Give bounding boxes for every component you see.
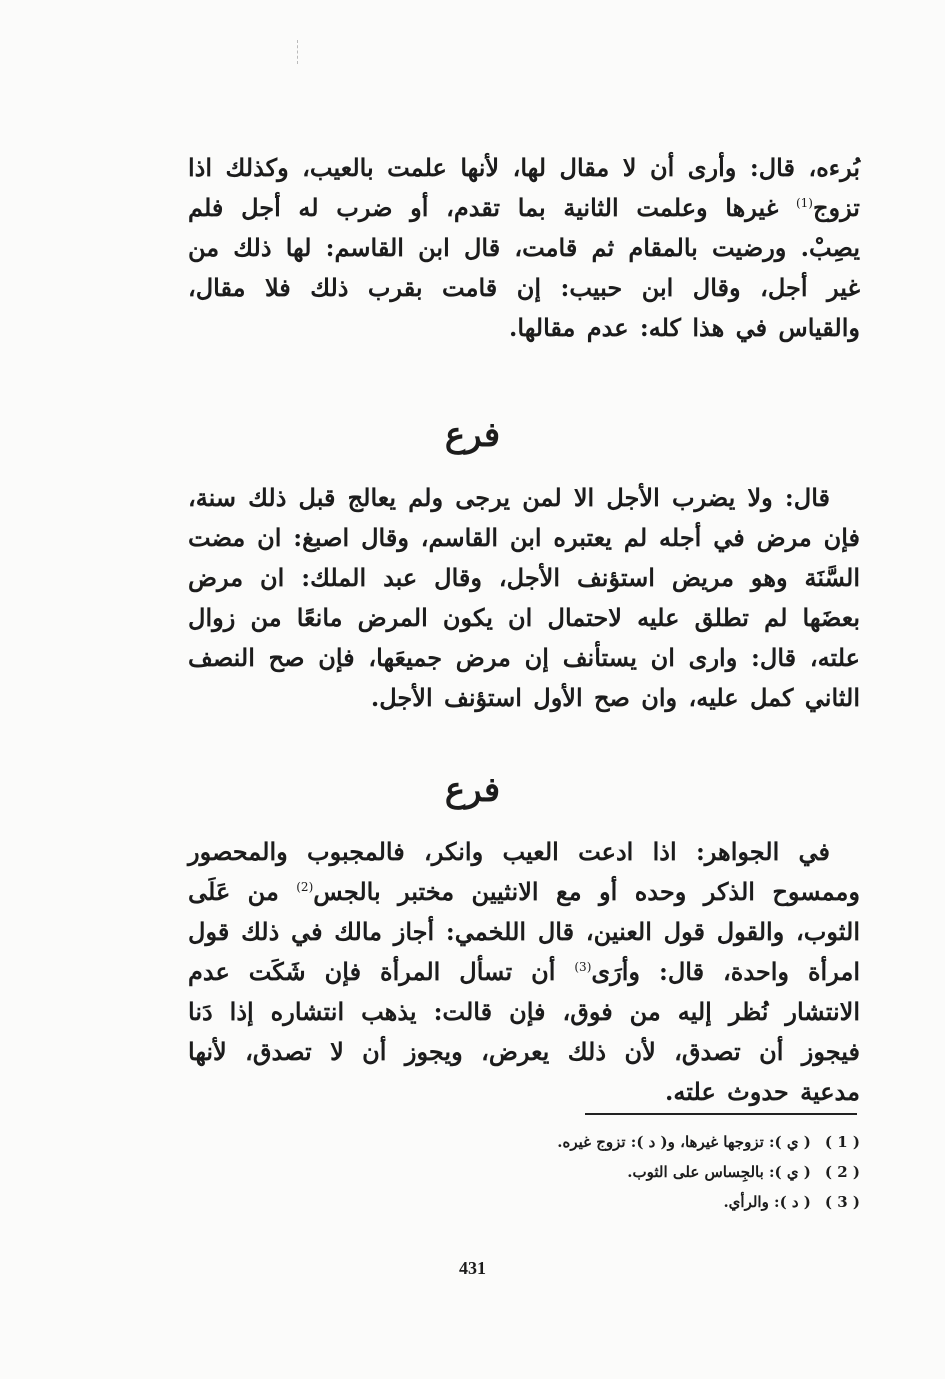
section-1-paragraph bbox=[188, 478, 860, 718]
footnote-text: ( ي ): تزوجها غيرها، و( د ): تزوج غيره. bbox=[557, 1133, 811, 1151]
intro-paragraph bbox=[188, 148, 860, 348]
footnote-item bbox=[400, 1127, 860, 1157]
footnote-divider bbox=[585, 1113, 857, 1115]
section-2-paragraph bbox=[188, 832, 860, 1112]
footnote-ref-3[interactable]: (3) bbox=[574, 960, 592, 974]
footnote-ref-2[interactable]: (2) bbox=[296, 880, 314, 894]
page-number: 431 bbox=[459, 1258, 486, 1278]
intro-text-cont: غيرها وعلمت الثانية بما تقدم، أو ضرب له أجل فلم يصِبْ. ورضيت بالمقام ثم قامت، قال ابن القاسم: لها ذلك من غير أجل، وقال ابن حبيب: إن قامت بقرب ذلك فلا مقال، والقياس في هذا كله: عدم مقالها. bbox=[188, 193, 861, 342]
footnote-number: ( 2 ) bbox=[824, 1163, 860, 1181]
section-heading-1: فرع bbox=[444, 415, 501, 455]
section-2-text-b: من عَلَى الثوب، والقول قول العنين، قال اللخمي: أجاز مالك في ذلك قول امرأة واحدة، قال: وأرَى bbox=[188, 877, 860, 986]
section-2-text-c: أن تسأل المرأة فإن شَكَت عدم الانتشار نُظر إليه من فوق، فإن قالت: يذهب انتشاره إذا دَنا فيجوز أن تصدق، لأن ذلك يعرض، ويجوز أن لا تصدق، لأنها مدعية حدوث علته. bbox=[188, 957, 860, 1106]
section-2-lead: في الجواهر: bbox=[695, 837, 830, 866]
footnote-text: ( ي ): بالجِساس على الثوب. bbox=[627, 1163, 811, 1181]
section-heading-2: فرع bbox=[444, 770, 501, 810]
section-1-text: قال: ولا يضرب الأجل الا لمن يرجى ولم يعالج قبل ذلك سنة، فإن مرض في أجله لم يعتبره ابن القاسم، وقال اصبغ: ان مضت السَّنَة وهو مريض استؤنف الأجل، وقال عبد الملك: ان مرض بعضَها لم تطلق عليه لاحتمال ان يكون المرض مانعًا من زوال علته، قال: وارى ان يستأنف إن مرض جميعَها، فإن صح النصف الثاني كمل عليه، وان صح الأول استؤنف الأجل. bbox=[188, 483, 860, 712]
footnote-item bbox=[400, 1157, 860, 1187]
footnote-item bbox=[400, 1187, 860, 1217]
footnote-ref-1[interactable]: (1) bbox=[795, 196, 813, 210]
footnote-text: ( د ): والرأي. bbox=[723, 1193, 811, 1211]
scan-artifact bbox=[297, 40, 299, 64]
footnote-number: ( 3 ) bbox=[824, 1193, 860, 1211]
footnote-number: ( 1 ) bbox=[824, 1133, 860, 1151]
intro-text: بُرءه، قال: وأرى أن لا مقال لها، لأنها علمت بالعيب، وكذلك اذا تزوج bbox=[188, 153, 860, 222]
section-2-text-a: اذا ادعت العيب وانكر، فالمجبوب والمحصور وممسوح الذكر وحده أو مع الانثيين مختبر بالجس bbox=[188, 837, 861, 906]
footnotes bbox=[400, 1127, 860, 1217]
